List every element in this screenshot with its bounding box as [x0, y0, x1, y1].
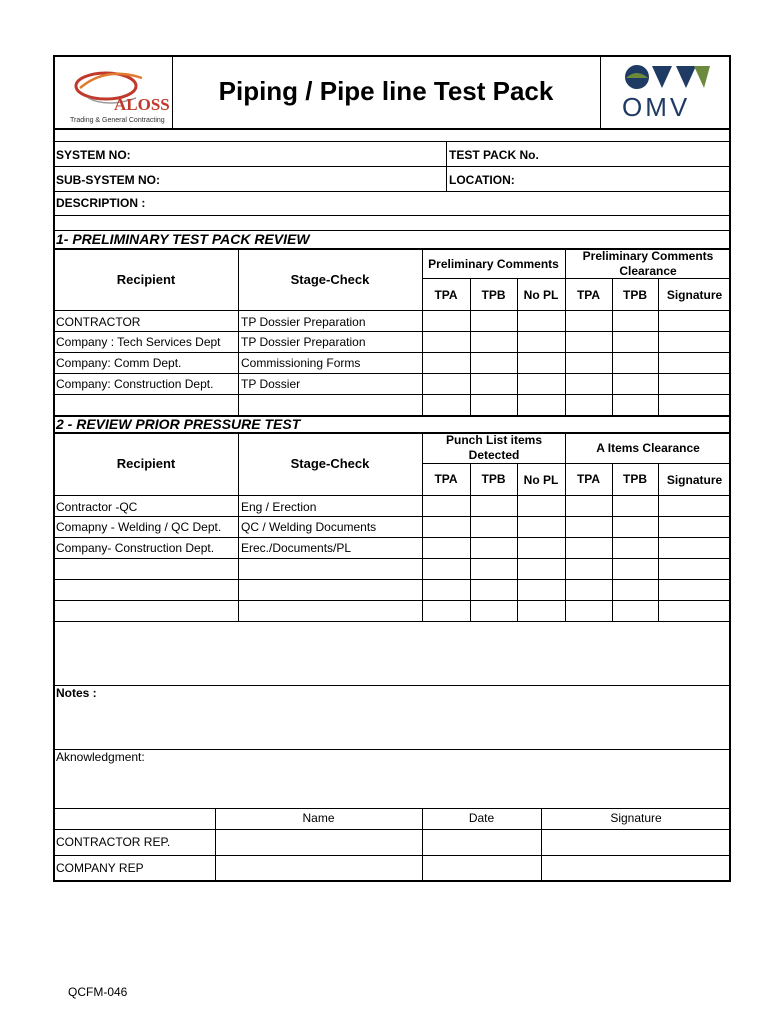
s1-stage-header: Stage-Check — [290, 272, 370, 287]
s1-row-recipient: Company: Construction Dept. — [56, 377, 214, 391]
s2-recipient-header: Recipient — [116, 456, 176, 471]
s1-recipient-header: Recipient — [116, 272, 176, 287]
svg-text:Trading & General Contracting: Trading & General Contracting — [70, 117, 165, 124]
info-top-line — [53, 141, 731, 142]
company-rep-label: COMPANY REP — [56, 861, 144, 875]
form-code: QCFM-046 — [68, 985, 128, 999]
sub-system-no-field[interactable] — [170, 168, 442, 190]
location-label: LOCATION: — [449, 173, 515, 187]
notes-top-line — [53, 685, 731, 686]
svg-text:ALOSS: ALOSS — [114, 95, 170, 114]
acknowledgment-label: Aknowledgment: — [56, 750, 145, 764]
s2-col-divider — [612, 463, 613, 622]
s2-col-divider — [565, 433, 566, 622]
s1-row-line — [53, 373, 731, 374]
s1-sub-signature: Signature — [666, 288, 723, 302]
s1-row-stage: TP Dossier — [241, 377, 301, 391]
s2-sub-tpa2: TPA — [576, 472, 601, 486]
info-line-3 — [53, 215, 731, 216]
s2-bottom-line — [53, 621, 731, 622]
s1-group1-header: Preliminary Comments — [428, 257, 559, 271]
section2-title: 2 - REVIEW PRIOR PRESSURE TEST — [56, 416, 301, 432]
notes-bottom-line — [53, 749, 731, 750]
contractor-rep-date-field[interactable] — [424, 831, 539, 853]
signoff-signature-header: Signature — [610, 811, 662, 825]
test-pack-no-label: TEST PACK No. — [449, 148, 539, 162]
s1-row-line — [53, 331, 731, 332]
page-title: Piping / Pipe line Test Pack — [218, 76, 554, 106]
s1-col-divider — [422, 249, 423, 416]
s2-header-bottom — [53, 495, 731, 496]
s2-sub-nopl: No PL — [523, 473, 559, 487]
contractor-rep-name-field[interactable] — [217, 831, 420, 853]
s2-group1-header: Punch List items Detected — [445, 433, 543, 462]
s2-sub-tpa: TPA — [434, 472, 458, 486]
s1-sub-nopl: No PL — [523, 288, 559, 302]
info-line-2 — [53, 191, 731, 192]
s2-row-line — [53, 537, 731, 538]
section1-title: 1- PRELIMINARY TEST PACK REVIEW — [56, 231, 310, 247]
system-no-label: SYSTEM NO: — [56, 148, 131, 162]
s2-row-line — [53, 516, 731, 517]
s1-sub-tpb2: TPB — [623, 288, 647, 302]
s2-row-stage: Erec./Documents/PL — [241, 541, 352, 555]
s2-col-divider — [470, 463, 471, 622]
s1-row-stage: TP Dossier Preparation — [241, 335, 366, 349]
s1-row-recipient: Company : Tech Services Dept — [56, 335, 221, 349]
svg-text:OMV: OMV — [622, 92, 691, 122]
s1-sub-tpa: TPA — [434, 288, 458, 302]
s2-row-recipient: Comapny - Welding / QC Dept. — [56, 520, 222, 534]
s2-row-line — [53, 579, 731, 580]
sub-system-no-label: SUB-SYSTEM NO: — [56, 173, 161, 187]
company-rep-name-field[interactable] — [217, 857, 420, 879]
company-rep-signature-field[interactable] — [543, 857, 729, 879]
s2-group2-header: A Items Clearance — [596, 441, 700, 455]
s1-sub-tpa2: TPA — [576, 288, 601, 302]
description-label: DESCRIPTION : — [56, 196, 146, 210]
s2-sub-signature: Signature — [666, 473, 723, 487]
contractor-rep-label: CONTRACTOR REP. — [56, 835, 171, 849]
signoff-date-header: Date — [468, 811, 495, 825]
system-no-field[interactable] — [150, 143, 442, 165]
s2-stage-header: Stage-Check — [290, 456, 370, 471]
notes-field[interactable] — [56, 702, 726, 746]
s1-header-bottom — [53, 310, 731, 311]
info-line-1 — [53, 166, 731, 167]
test-pack-no-field[interactable] — [545, 143, 727, 165]
signoff-name-header: Name — [302, 811, 335, 825]
s1-row-line — [53, 394, 731, 395]
s1-row-stage: TP Dossier Preparation — [241, 315, 366, 329]
header-divider-right — [600, 57, 601, 128]
s2-col-divider — [422, 433, 423, 622]
s2-sub-tpb2: TPB — [623, 472, 647, 486]
location-field[interactable] — [520, 168, 727, 190]
section2-title-line — [53, 432, 731, 434]
signoff-top-line — [53, 808, 731, 809]
s2-row-stage: Eng / Erection — [241, 500, 317, 514]
acknowledgment-field[interactable] — [56, 766, 726, 804]
s1-sub-tpb: TPB — [481, 288, 506, 302]
s2-row-stage: QC / Welding Documents — [241, 520, 377, 534]
s1-group2-header: Preliminary Comments Clearance — [582, 249, 714, 278]
s1-row-recipient: CONTRACTOR — [56, 315, 141, 329]
notes-label: Notes : — [56, 686, 97, 700]
description-field[interactable] — [152, 193, 727, 213]
s2-group-line — [422, 463, 731, 464]
header-bottom-line — [53, 128, 731, 130]
omv-logo — [618, 60, 714, 122]
s1-row-recipient: Company: Comm Dept. — [56, 356, 182, 370]
s2-row-line — [53, 558, 731, 559]
s2-sub-tpb: TPB — [481, 472, 506, 486]
signoff-row-line — [53, 855, 731, 856]
s2-row-recipient: Company- Construction Dept. — [56, 541, 215, 555]
contractor-rep-signature-field[interactable] — [543, 831, 729, 853]
signoff-header-line — [53, 829, 731, 830]
s2-row-line — [53, 600, 731, 601]
s1-row-stage: Commissioning Forms — [241, 356, 361, 370]
aloss-logo — [58, 58, 170, 126]
s1-row-line — [53, 352, 731, 353]
s2-row-recipient: Contractor -QC — [56, 500, 138, 514]
company-rep-date-field[interactable] — [424, 857, 539, 879]
